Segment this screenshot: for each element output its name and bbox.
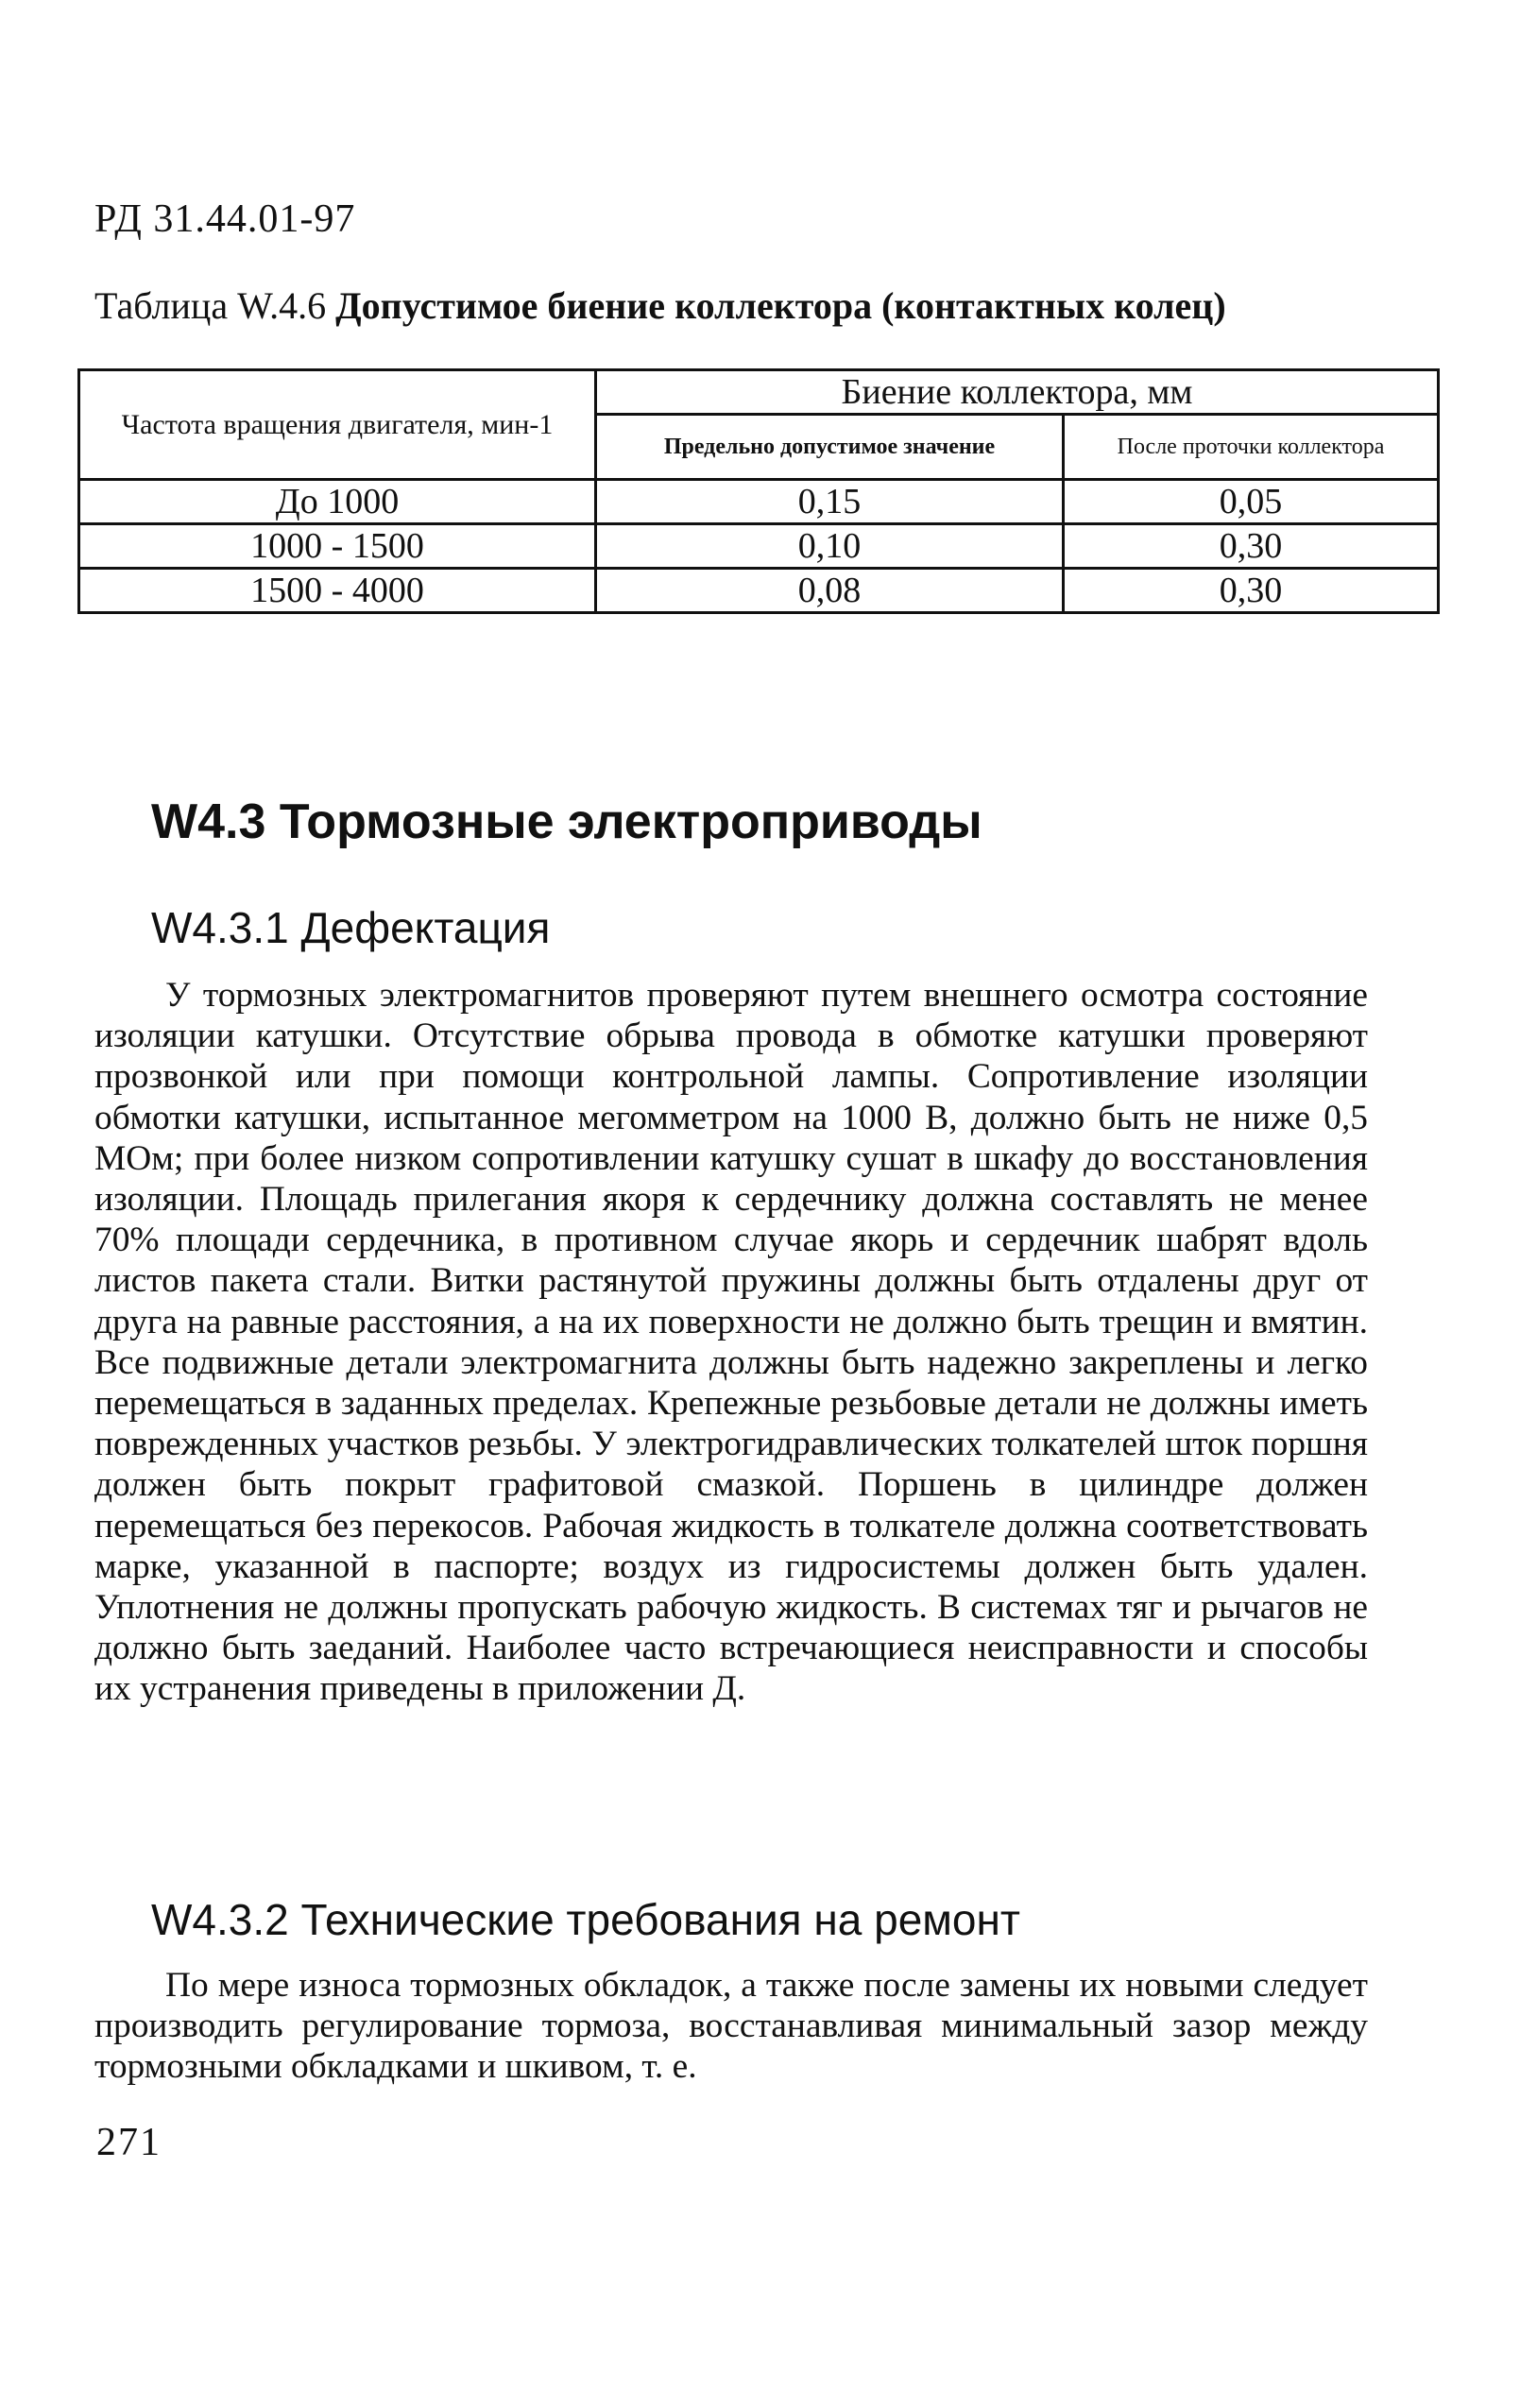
runout-table [77, 368, 1440, 614]
page-number: 271 [96, 2121, 162, 2164]
repair-requirements-paragraph: По мере износа тормозных обкладок, а также после замены их новыми следует производить регулирование тормоза, восстанавливая минимальный зазор между тормозными обкладками и шкивом, т. е. [94, 1966, 1368, 2087]
cell-after-turning: 0,05 [1064, 480, 1439, 524]
cell-frequency: 1000 - 1500 [79, 524, 596, 569]
table-caption [94, 283, 1226, 328]
table-caption-label: Таблица W.4.6 [94, 284, 327, 327]
section-heading-brake-drives: W4.3 Тормозные электроприводы [151, 794, 982, 849]
table-row [79, 480, 1439, 524]
header-after-turning: После проточки коллектора [1064, 415, 1439, 480]
header-collector-runout: Биение коллектора, мм [596, 370, 1439, 415]
table-row [79, 569, 1439, 613]
defect-detection-paragraph: У тормозных электромагнитов проверяют путем внешнего осмотра состояние изоляции катушки. Отсутствие обрыва провода в обмотке катушки проверяют прозвонкой или при помощи контрольной лампы. Сопротивление изоляции обмотки катушки, испытанное мегомметром на 1000 В, должно быть не ниже 0,5 МОм; при более низком сопротивлении катушку сушат в шкафу до восстановления изоляции. Площадь прилегания якоря к сердечнику должна составлять не менее 70% площади сердечника, в противном случае якорь и сердечник шабрят вдоль листов пакета стали. Витки растянутой пружины должны быть отдалены друг от друга на равные расстояния, а на их поверхности не должно быть трещин и вмятин. Все подвижные детали электромагнита должны быть надежно закреплены и легко перемещаться в заданных пределах. Крепежные резьбовые детали не должны иметь поврежденных участков резьбы. У электрогидравлических толкателей шток поршня должен быть покрыт графитовой смазкой. Поршень в цилиндре должен перемещаться без перекосов. Рабочая жидкость в толкателе должна соответствовать марке, указанной в паспорте; воздух из гидросистемы должен быть удален. Уплотнения не должны пропускать рабочую жидкость. В системах тяг и рычагов не должно быть заеданий. Наиболее часто встречающиеся неисправности и способы их устранения приведены в приложении Д. [94, 976, 1368, 1709]
cell-frequency: 1500 - 4000 [79, 569, 596, 613]
table-header-row [79, 370, 1439, 415]
subsection-heading-defect-detection: W4.3.1 Дефектация [151, 903, 551, 952]
subsection-heading-repair-requirements: W4.3.2 Технические требования на ремонт [151, 1895, 1020, 1944]
document-code: РД 31.44.01-97 [94, 197, 356, 241]
header-limit-value: Предельно допустимое значение [596, 415, 1064, 480]
header-rotation-frequency: Частота вращения двигателя, мин-1 [79, 370, 596, 480]
cell-frequency: До 1000 [79, 480, 596, 524]
cell-after-turning: 0,30 [1064, 569, 1439, 613]
cell-limit-value: 0,08 [596, 569, 1064, 613]
table-row [79, 524, 1439, 569]
cell-limit-value: 0,10 [596, 524, 1064, 569]
cell-limit-value: 0,15 [596, 480, 1064, 524]
cell-after-turning: 0,30 [1064, 524, 1439, 569]
table-caption-title: Допустимое биение коллектора (контактных колец) [335, 284, 1226, 327]
